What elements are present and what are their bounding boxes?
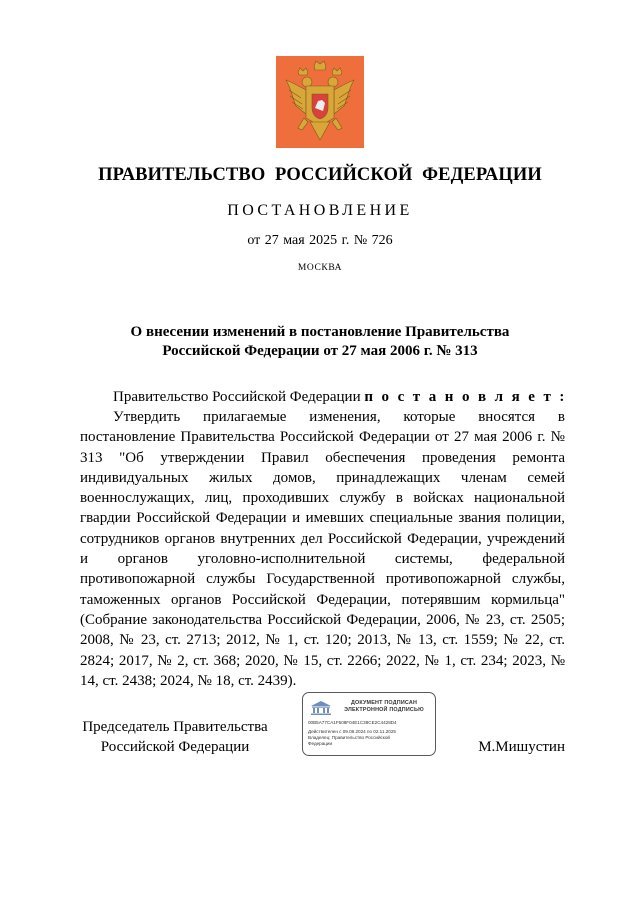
coat-of-arms-icon — [276, 56, 364, 148]
stamp-owner-line2: Федерации — [308, 741, 333, 746]
signatory-position-line1: Председатель Правительства — [82, 719, 268, 735]
stamp-certificate: 00B5A77CA1F608F04E1C38CE2C4428D4 — [308, 720, 397, 725]
body-paragraph: Утвердить прилагаемые изменения, которые вносятся в постановление Правительства Российской Федерации от 27 мая 2006 г. № 313 "Об утверждении Правил обеспечения проведения ремонта индивидуальных жилых домов, принадлежащих членам семей военнослужащих, лиц, проходивших службу в войсках национальной гвардии Российской Федерации и имевших специальные звания полиции, сотрудников органов внутренних дел Российской Федерации, учреждений и органов уголовно-исполнительной системы, федеральной противопожарной службы Государственной противопожарной службы, таможенных органов Российской Федерации, потерявшим кормильца" (Собрание законодательства Российской Федерации, 2006, № 23, ст. 2505; 2008, № 23, ст. 2713; 2012, № 1, ст. 120; 2013, № 13, ст. 1559; № 22, ст. 2824; 2017, № 2, ст. 368; 2020, № 15, ст. 2266; 2022, № 1, ст. 234; 2023, № 14, ст. 2438; 2024, № 18, ст. 2439). — [80, 409, 565, 689]
intro-line — [113, 387, 567, 407]
organization-name: ПРАВИТЕЛЬСТВО РОССИЙСКОЙ ФЕДЕРАЦИИ — [98, 165, 542, 185]
signatory-position — [80, 717, 270, 757]
stamp-title-line2: ЭЛЕКТРОННОЙ ПОДПИСЬЮ — [344, 707, 424, 713]
intro-action: п о с т а н о в л я е т : — [364, 389, 567, 405]
electronic-signature-stamp — [302, 692, 436, 756]
document-date-number: от 27 мая 2025 г. № 726 — [247, 233, 393, 248]
stamp-owner-line1: Владелец: Правительство Российской — [308, 735, 390, 740]
document-type: ПОСТАНОВЛЕНИЕ — [227, 202, 413, 219]
document-body — [80, 407, 565, 691]
signatory-position-line2: Российской Федерации — [100, 739, 250, 755]
intro-text: Правительство Российской Федерации — [113, 389, 361, 405]
stamp-title — [335, 700, 433, 714]
signatory-name: М.Мишустин — [478, 739, 565, 755]
stamp-validity: Действителен с 09.08.2024 по 02.11.2025 — [308, 729, 396, 734]
document-title-line2: Российской Федерации от 27 мая 2006 г. № 313 — [162, 343, 478, 359]
government-building-icon — [309, 700, 333, 716]
document-city: МОСКВА — [297, 263, 343, 273]
stamp-title-line1: ДОКУМЕНТ ПОДПИСАН — [350, 700, 418, 706]
document-title — [80, 323, 560, 361]
document-title-line1: О внесении изменений в постановление Правительства — [130, 324, 510, 340]
